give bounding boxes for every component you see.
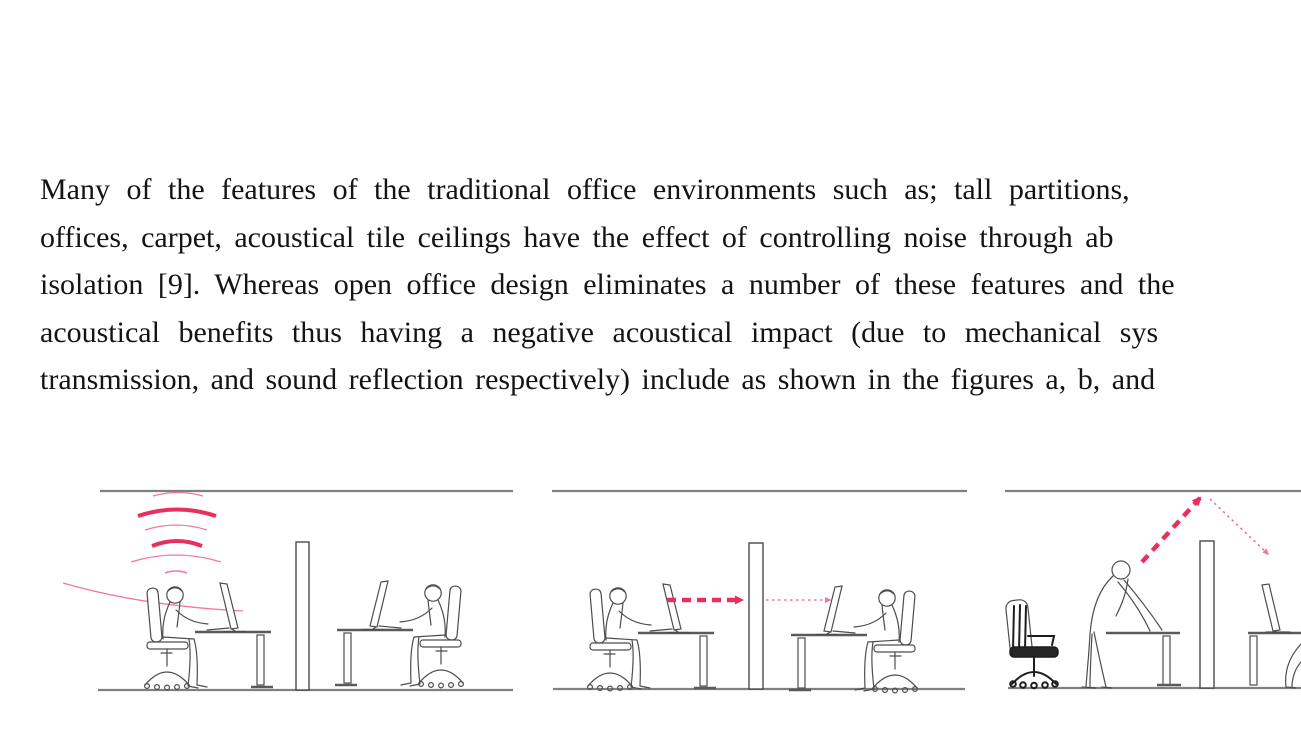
paragraph-line: Many of the features of the traditional office environments such as; tall partitions, [40, 173, 1130, 206]
workstation-right-clipped [1248, 584, 1301, 688]
partition [296, 542, 309, 690]
paragraph-line: transmission, and sound reflection respectively) include as shown in the figures a, b, and [40, 363, 1156, 396]
partition [749, 543, 763, 689]
seated-person-right [789, 586, 917, 693]
standing-person [1082, 561, 1162, 688]
seated-person-left [145, 583, 273, 690]
paragraph-line: acoustical benefits thus having a negative acoustical impact (due to mechanical sys [40, 315, 1159, 349]
paragraph-line: isolation [9]. Whereas open office design eliminates a number of these features and the [40, 268, 1175, 301]
paragraph-line: offices, carpet, acoustical tile ceilings have the effect of controlling noise through ab [40, 220, 1114, 254]
figure-a-illustration [60, 484, 520, 700]
desk [1106, 633, 1181, 685]
figure-c-illustration [1000, 484, 1301, 700]
office-chair-icon [1005, 599, 1058, 688]
seated-person-left [588, 584, 716, 691]
partition [1200, 541, 1214, 688]
seated-person-right [335, 581, 463, 688]
paragraph [40, 166, 1301, 404]
figure-b-illustration [540, 484, 980, 700]
